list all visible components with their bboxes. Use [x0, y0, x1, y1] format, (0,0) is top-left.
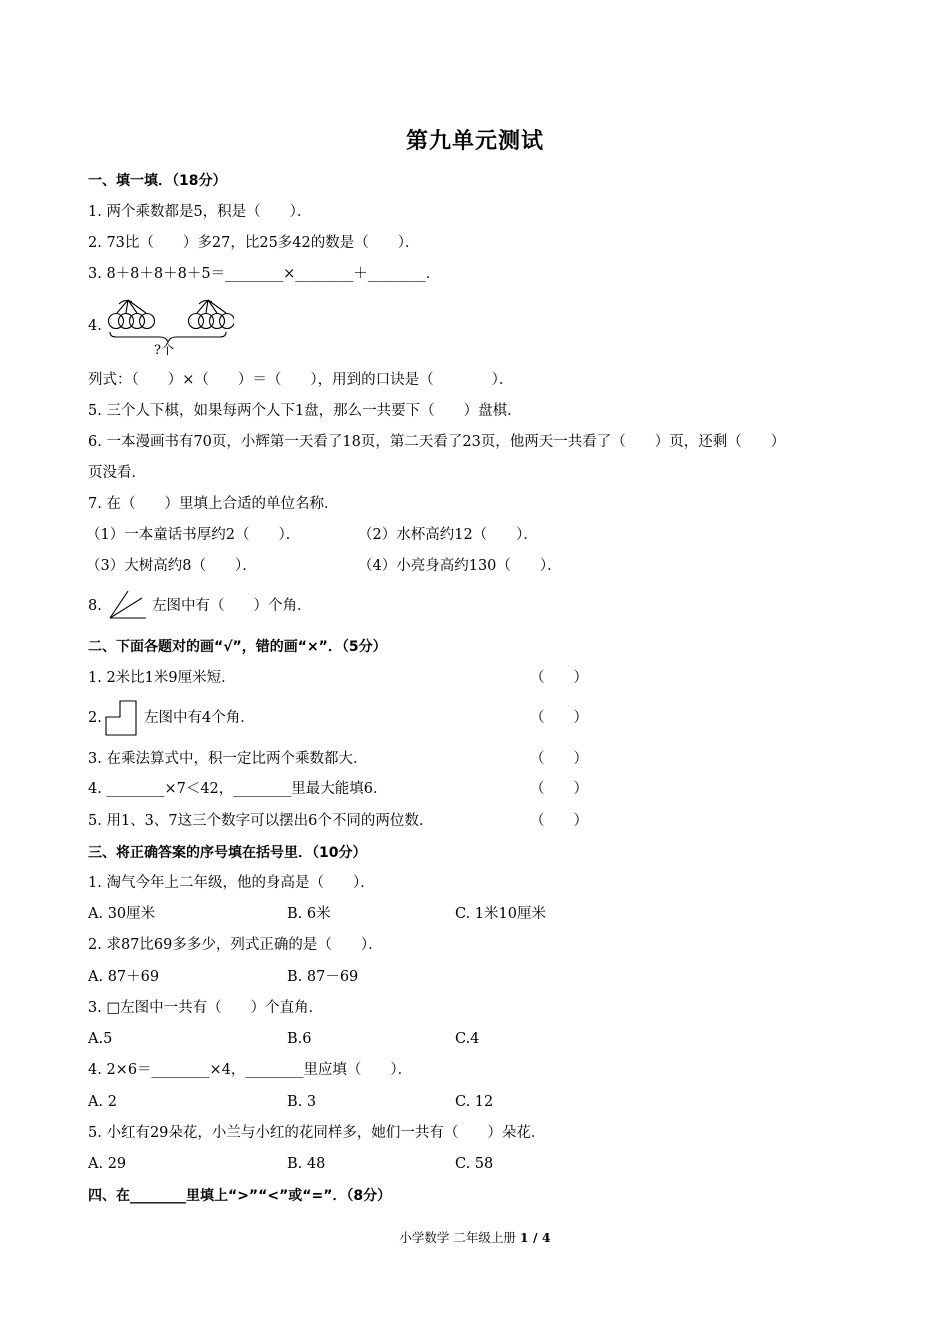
- s2-answer-paren-4[interactable]: （ ）: [530, 781, 588, 797]
- s3-q2-option-a[interactable]: A. 87＋69: [88, 969, 160, 985]
- s1-question-8-text: 左图中有（ ）个角．: [152, 598, 312, 614]
- page-footer: [0, 1228, 950, 1246]
- s2-question-4: 4. ________×7＜42，________里最大能填6．: [88, 781, 388, 797]
- footer-text: 小学数学 二年级上册: [399, 1230, 516, 1245]
- s3-q1-option-b[interactable]: B. 6米: [287, 906, 331, 922]
- s3-q2-option-b[interactable]: B. 87－69: [287, 969, 359, 985]
- s2-answer-paren-5[interactable]: （ ）: [530, 813, 588, 829]
- s1-question-7: 7. 在（ ）里填上合适的单位名称．: [88, 496, 339, 512]
- step-shape-figure: [104, 699, 140, 737]
- s3-q3-option-c[interactable]: C.4: [455, 1031, 480, 1047]
- s2-question-2-label: 2.: [88, 710, 102, 726]
- s1-question-6-line2: 页没看．: [88, 465, 146, 481]
- s1-question-3: 3. 8＋8＋8＋8＋5＝________×________＋________．: [88, 266, 441, 282]
- s2-question-5: 5. 用1、3、7这三个数字可以摆出6个不同的两位数．: [88, 813, 434, 829]
- angle-figure: [106, 588, 150, 622]
- section-3-heading: 三、将正确答案的序号填在括号里．（10分）: [88, 845, 367, 861]
- s3-question-1: 1. 淘气今年上二年级，他的身高是（ ）．: [88, 875, 375, 891]
- page-title: 第九单元测试: [405, 128, 544, 154]
- s3-q4-option-a[interactable]: A. 2: [88, 1094, 117, 1110]
- s3-question-3: 3. □左图中一共有（ ）个直角．: [88, 1000, 324, 1016]
- s2-answer-paren-3[interactable]: （ ）: [530, 751, 588, 767]
- section-2-heading: 二、下面各题对的画“√”，错的画“×”．（5分）: [88, 639, 387, 655]
- s2-answer-paren-2[interactable]: （ ）: [530, 710, 588, 726]
- s1-question-4-label: 4.: [88, 318, 102, 334]
- s2-question-3: 3. 在乘法算式中，积一定比两个乘数都大．: [88, 751, 368, 767]
- s3-q4-option-b[interactable]: B. 3: [287, 1094, 317, 1110]
- s1-question-5: 5. 三个人下棋，如果每两个人下1盘，那么一共要下（ ）盘棋．: [88, 403, 522, 419]
- s3-question-5: 5. 小红有29朵花，小兰与小红的花同样多，她们一共有（ ）朵花．: [88, 1125, 546, 1141]
- s3-q4-option-c[interactable]: C. 12: [455, 1094, 494, 1110]
- s1-question-6-line1: 6. 一本漫画书有70页，小辉第一天看了18页，第二天看了23页，他两天一共看了（ ）页，还剩（ ）: [88, 434, 786, 450]
- s3-q5-option-b[interactable]: B. 48: [287, 1156, 326, 1172]
- brace-caption: ?个: [154, 343, 174, 358]
- s3-q3-option-b[interactable]: B.6: [287, 1031, 312, 1047]
- s1-question-7-part1: （1）一本童话书厚约2（ ）．: [86, 527, 301, 543]
- s1-question-1: 1. 两个乘数都是5，积是（ ）．: [88, 204, 312, 220]
- s2-question-1: 1. 2米比1米9厘米短．: [88, 670, 236, 686]
- s3-question-4: 4. 2×6＝________×4，________里应填（ ）．: [88, 1062, 413, 1078]
- s1-question-4-formula: 列式：（ ）×（ ）＝（ ），用到的口诀是（ ）．: [88, 372, 514, 388]
- s3-q5-option-c[interactable]: C. 58: [455, 1156, 494, 1172]
- s1-question-7-part4: （4）小亮身高约130（ ）．: [358, 558, 562, 574]
- cherries-figure: [104, 294, 234, 358]
- s3-question-2: 2. 求87比69多多少，列式正确的是（ ）．: [88, 937, 383, 953]
- s1-question-2: 2. 73比（ ）多27，比25多42的数是（ ）．: [88, 235, 420, 251]
- s3-q1-option-a[interactable]: A. 30厘米: [88, 906, 156, 922]
- s3-q5-option-a[interactable]: A. 29: [88, 1156, 127, 1172]
- s3-q3-option-a[interactable]: A.5: [88, 1031, 113, 1047]
- s1-question-7-part3: （3）大树高约8（ ）．: [86, 558, 257, 574]
- s2-question-2-text: 左图中有4个角．: [144, 710, 255, 726]
- s1-question-7-part2: （2）水杯高约12（ ）．: [358, 527, 538, 543]
- s1-question-8-label: 8.: [88, 598, 102, 614]
- page-number: 1 / 4: [519, 1230, 551, 1245]
- s3-q1-option-c[interactable]: C. 1米10厘米: [455, 906, 546, 922]
- section-1-heading: 一、填一填．（18分）: [88, 173, 227, 189]
- section-4-heading: 四、在________里填上“>”“<”或“=”．（8分）: [88, 1188, 392, 1204]
- s2-answer-paren-1[interactable]: （ ）: [530, 670, 588, 686]
